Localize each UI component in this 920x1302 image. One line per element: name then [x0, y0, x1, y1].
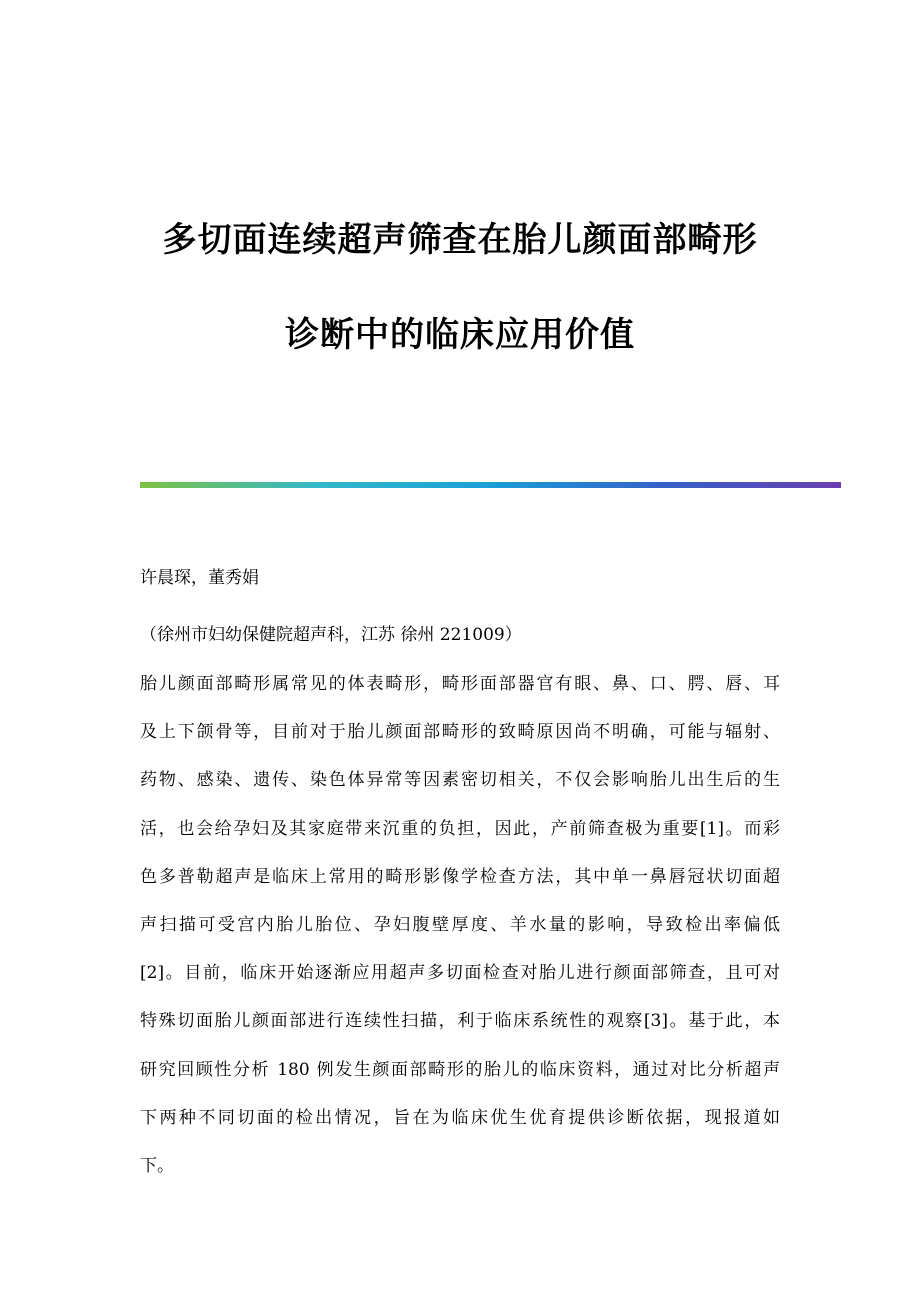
document-title-line-1: 多切面连续超声筛查在胎儿颜面部畸形: [162, 220, 758, 260]
body-line: 药物、感染、遗传、染色体异常等因素密切相关，不仅会影响胎儿出生后的生: [140, 770, 780, 791]
body-line: 声扫描可受宫内胎儿胎位、孕妇腹壁厚度、羊水量的影响，导致检出率偏低: [140, 914, 780, 935]
abstract-body: [140, 676, 780, 1206]
document-title-line-2: 诊断中的临床应用价值: [285, 315, 635, 355]
affiliation: （徐州市妇幼保健院超声科，江苏 徐州 221009）: [140, 625, 522, 645]
gradient-divider: [140, 482, 841, 488]
author-list: 许晨琛，董秀娟: [140, 568, 259, 588]
body-line: 及上下颌骨等，目前对于胎儿颜面部畸形的致畸原因尚不明确，可能与辐射、: [140, 722, 780, 743]
body-line: 研究回顾性分析 180 例发生颜面部畸形的胎儿的临床资料，通过对比分析超声: [140, 1059, 780, 1080]
body-line: 色多普勒超声是临床上常用的畸形影像学检查方法，其中单一鼻唇冠状切面超: [140, 866, 780, 887]
body-line: 活，也会给孕妇及其家庭带来沉重的负担，因此，产前筛查极为重要[1]。而彩: [140, 818, 780, 839]
body-line: 胎儿颜面部畸形属常见的体表畸形，畸形面部器官有眼、鼻、口、腭、唇、耳: [140, 674, 780, 694]
body-line: 下两种不同切面的检出情况，旨在为临床优生优育提供诊断依据，现报道如: [140, 1107, 780, 1128]
body-line: 下。: [140, 1155, 174, 1176]
body-line: [2]。目前，临床开始逐渐应用超声多切面检查对胎儿进行颜面部筛查，且可对: [140, 963, 780, 984]
body-line: 特殊切面胎儿颜面部进行连续性扫描，利于临床系统性的观察[3]。基于此，本: [140, 1011, 780, 1032]
